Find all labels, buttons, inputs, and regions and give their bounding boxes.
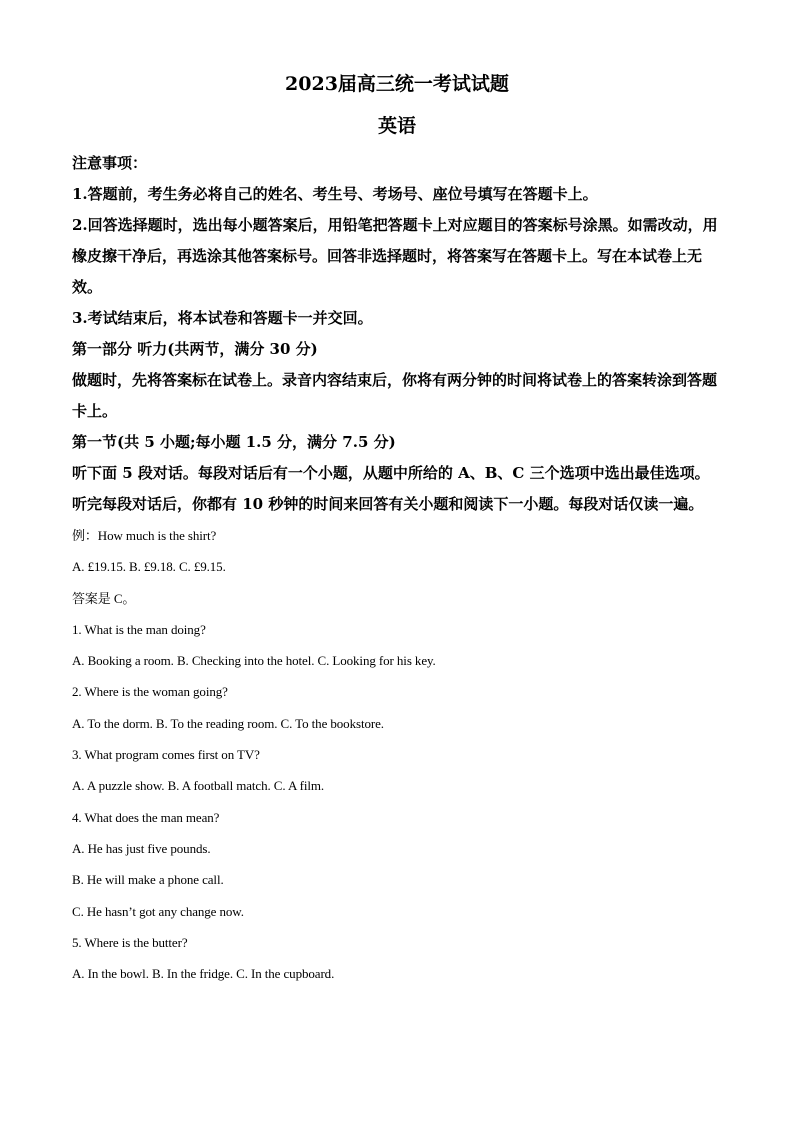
section1-heading: 第一节(共 5 小题;每小题 1.5 分，满分 7.5 分) (72, 433, 396, 451)
question-5: 5. Where is the butter? (72, 934, 188, 950)
notice-item-2: 2.回答选择题时，选出每小题答案后，用铅笔把答题卡上对应题目的答案标号涂黑。如需改动，用橡皮擦干净后，再选涂其他答案标号。回答非选择题时，将答案写在答题卡上。写在本试卷上无效。 (72, 216, 718, 296)
part1-instruction: 做题时，先将答案标在试卷上。录音内容结束后，你将有两分钟的时间将试卷上的答案转涂到答题卡上。 (72, 371, 718, 420)
question-1: 1. What is the man doing? (72, 621, 206, 637)
example-answer: 答案是 C。 (72, 590, 136, 606)
exam-title: 2023届高三统一考试试题 (285, 73, 509, 95)
notice-item-1: 1.答题前，考生务必将自己的姓名、考生号、考场号、座位号填写在答题卡上。 (72, 185, 598, 203)
notice-item-3: 3.考试结束后，将本试卷和答题卡一并交回。 (72, 309, 373, 327)
question-2-options: A. To the dorm. B. To the reading room. C. To the bookstore. (72, 715, 384, 731)
question-1-options: A. Booking a room. B. Checking into the hotel. C. Looking for his key. (72, 653, 436, 669)
example-options: A. £19.15. B. £9.18. C. £9.15. (72, 559, 226, 575)
question-5-options: A. In the bowl. B. In the fridge. C. In the cupboard. (72, 966, 335, 982)
example-question: 例：How much is the shirt? (72, 528, 217, 543)
question-4: 4. What does the man mean? (72, 809, 220, 825)
part1-heading: 第一部分 听力(共两节，满分 30 分) (72, 340, 318, 358)
question-4-option-b: B. He will make a phone call. (72, 872, 224, 888)
section1-instruction: 听下面 5 段对话。每段对话后有一个小题，从题中所给的 A、B、C 三个选项中选出最佳选项。听完每段对话后，你都有 10 秒钟的时间来回答有关小题和阅读下一小题。每段对话仅读一遍。 (72, 464, 710, 513)
question-4-option-c: C. He hasn’t got any change now. (72, 903, 244, 919)
question-3-options: A. A puzzle show. B. A football match. C. A film. (72, 778, 325, 794)
exam-page (72, 70, 722, 989)
question-2: 2. Where is the woman going? (72, 684, 228, 700)
notice-heading: 注意事项： (72, 154, 148, 172)
question-4-option-a: A. He has just five pounds. (72, 840, 211, 856)
question-3: 3. What program comes first on TV? (72, 747, 260, 763)
subject-title: 英语 (377, 115, 416, 137)
